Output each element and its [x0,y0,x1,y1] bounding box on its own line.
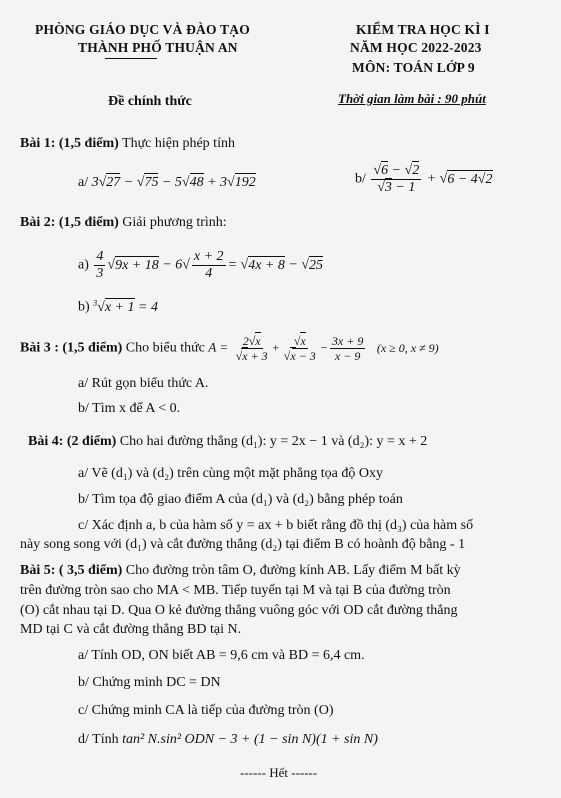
bai1-title: Bài 1: (1,5 điểm) [20,136,119,151]
bai5-line2: trên đường tròn sao cho MA < MB. Tiếp tuyến tại M và tại B của đường tròn [20,583,451,598]
bai2-a-label: a) [78,257,89,273]
bai2-text: Giải phương trình: [122,215,227,230]
bai5-a: a/ Tính OD, ON biết AB = 9,6 cm và BD = 6,4 cm. [78,648,365,663]
bai3-title: Bài 3 : (1,5 điểm) [20,340,123,356]
bai5-d-label: d/ Tính [78,732,119,747]
bai4-a: a/ Vẽ (d₁) và (d₂) trên cùng một mặt phẳng tọa độ Oxy [78,466,383,481]
end-marker: ------ Hết ------ [240,765,318,780]
bai1-text: Thực hiện phép tính [122,136,235,151]
department-name: PHÒNG GIÁO DỤC VÀ ĐÀO TẠO [35,22,250,37]
bai3-text: Cho biểu thức [125,340,205,356]
bai5-title: Bài 5: ( 3,5 điểm) [20,563,123,578]
bai3-heading: Bài 3 : (1,5 điểm) Cho biểu thức A = $\frac{2√x}{√x + 3}$ + $\frac{√x}{√x - 3}$ − $\frac{3x + 9}{x - 9}$ (x ≥ 0, x ≠ 9) [20,334,439,363]
bai5-b: b/ Chứng minh DC = DN [78,675,221,690]
bai5-line1 [20,563,461,579]
bai5-d-expr: tan² N.sin² ODN − 3 + (1 − sin N)(1 + sin N) [122,732,378,747]
bai3-a: a/ Rút gọn biểu thức A. [78,376,209,391]
bai4-title: Bài 4: (2 điểm) [28,434,117,449]
bai5-d [78,732,378,748]
bai2-b-label: b) [78,299,90,315]
bai2-b: b) $^3$√x + 1 = 4 [78,298,158,315]
bai2-heading [20,215,227,231]
bai5-line4: MD tại C và cắt đường thẳng BD tại N. [20,622,242,637]
bai2-a: a) $\frac{4}{3}$ √9x + 18 − 6√ $\frac{x + 2}{4}$ = √4x + 8 − √25 [78,249,324,281]
bai1-b-label: b/ [355,171,366,187]
city-name: THÀNH PHỐ THUẬN AN [78,40,238,55]
bai5-c: c/ Chứng minh CA là tiếp của đường tròn (O) [78,703,334,718]
bai4-c-line1: c/ Xác định a, b của hàm số y = ax + b biết rằng đồ thị (d₃) của hàm số [78,518,474,533]
bai3-b: b/ Tìm x để A < 0. [78,401,181,416]
official-label: Đề chính thức [108,94,192,109]
bai5-text-1: Cho đường tròn tâm O, đường kính AB. Lấy điểm M bất kỳ [125,563,461,578]
bai4-text: Cho hai đường thẳng (d₁): y = 2x − 1 và (d₂): y = x + 2 [119,434,428,449]
bai5-line3: (O) cắt nhau tại D. Qua O kẻ đường thẳng vuông góc với OD cắt đường thẳng [20,603,458,618]
bai1-a-expr: 3√27 − √75 − 5√48 + 3√192 [91,175,256,190]
subject: MÔN: TOÁN LỚP 9 [352,60,475,75]
exam-title: KIỂM TRA HỌC KÌ I [356,22,490,37]
header-underline [105,58,157,59]
bai4-b: b/ Tìm tọa độ giao điểm A của (d₁) và (d₂) bằng phép toán [78,492,403,507]
bai1-a [78,175,256,191]
bai1-a-label: a/ [78,175,89,190]
bai1-heading [20,136,235,152]
time-allowed: Thời gian làm bài : 90 phút [338,91,486,106]
bai3-condition: (x ≥ 0, x ≠ 9) [376,340,439,355]
bai2-title: Bài 2: (1,5 điểm) [20,215,119,230]
bai4-heading [28,434,427,450]
bai1-b: b/ $\frac{√6 - √2}{√3 - 1}$ + √6 − 4√2 [355,163,493,195]
bai4-c-line2: này song song với (d₁) và cắt đường thẳng (d₂) tại điểm B có hoành độ bằng - 1 [20,537,466,552]
school-year: NĂM HỌC 2022-2023 [350,40,482,55]
